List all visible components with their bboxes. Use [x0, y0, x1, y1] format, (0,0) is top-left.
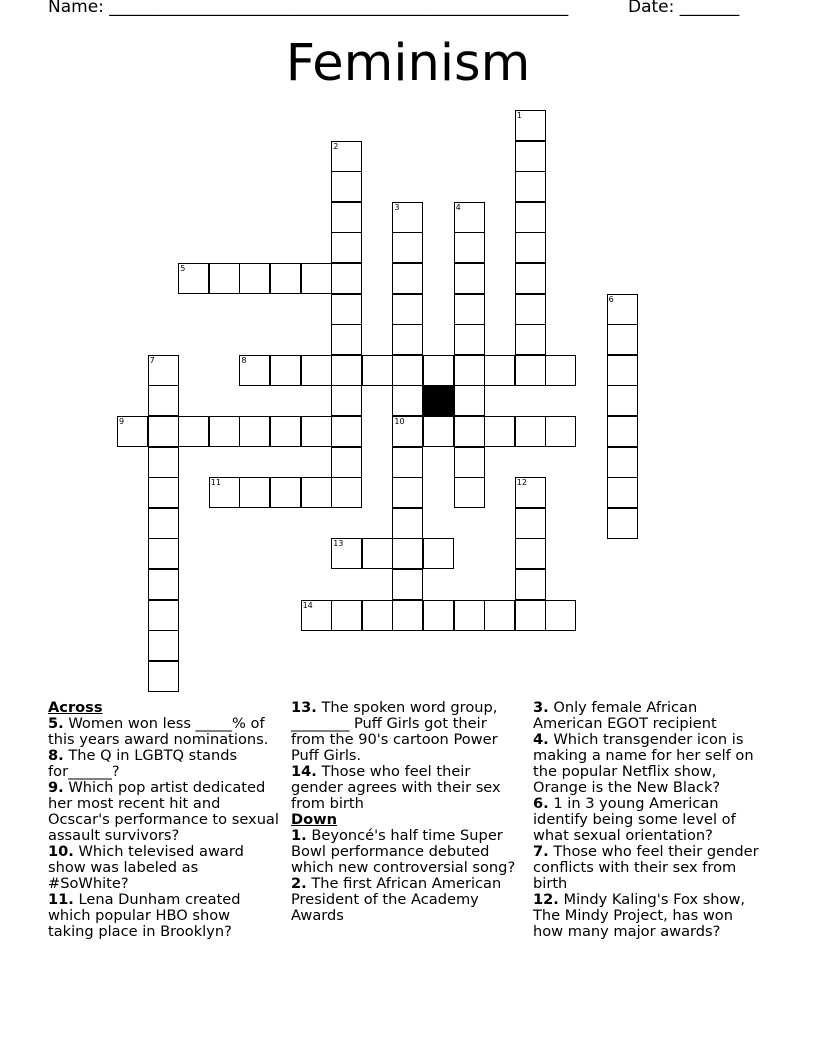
grid-cell[interactable] — [362, 600, 393, 631]
cell-number: 10 — [394, 417, 405, 426]
grid-cell[interactable] — [515, 202, 546, 233]
cell-number: 8 — [241, 355, 247, 365]
clue-item — [48, 716, 280, 748]
grid-cell[interactable] — [270, 477, 301, 508]
grid-cell[interactable] — [423, 600, 454, 631]
grid-cell[interactable] — [607, 324, 638, 355]
grid-cell[interactable] — [392, 324, 423, 355]
grid-cell[interactable] — [392, 538, 423, 569]
grid-cell[interactable] — [239, 355, 270, 386]
grid-cell[interactable] — [117, 416, 148, 447]
grid-cell[interactable] — [607, 477, 638, 508]
grid-cell[interactable] — [423, 355, 454, 386]
grid-cell[interactable] — [454, 324, 485, 355]
grid-cell[interactable] — [484, 355, 515, 386]
down-clue-list — [291, 828, 523, 924]
clue-text: Which televised award show was labeled as #SoWhite? — [48, 843, 244, 892]
cell-number: 11 — [210, 478, 221, 488]
clue-item — [291, 764, 523, 812]
clue-text: The first African American President of the Academy Awards — [291, 875, 502, 924]
grid-cell[interactable] — [392, 477, 423, 508]
clue-number: 11. — [48, 891, 74, 908]
grid-cell[interactable] — [148, 661, 179, 692]
grid-cell[interactable] — [362, 355, 393, 386]
grid-cell[interactable] — [301, 355, 332, 386]
clue-item — [48, 780, 280, 844]
clue-number: 13. — [291, 699, 317, 716]
grid-cell[interactable] — [178, 263, 209, 294]
grid-cell[interactable] — [331, 538, 362, 569]
cell-number: 5 — [180, 264, 186, 273]
grid-cell[interactable] — [515, 263, 546, 294]
grid-cell[interactable] — [515, 110, 546, 141]
clue-item — [48, 844, 280, 892]
grid-cell[interactable] — [392, 600, 423, 631]
clue-number: 2. — [291, 875, 307, 892]
clue-number: 4. — [533, 731, 549, 748]
grid-cell[interactable] — [239, 416, 270, 447]
grid-cell[interactable] — [515, 294, 546, 325]
grid-cell[interactable] — [148, 508, 179, 539]
grid-cell[interactable] — [148, 569, 179, 600]
cell-number: 9 — [119, 417, 125, 426]
clue-text: Lena Dunham created which popular HBO show taking place in Brooklyn? — [48, 891, 241, 940]
clue-text: Which pop artist dedicated her most recent hit and Ocscar's performance to sexual assault survivors? — [48, 779, 279, 844]
grid-cell[interactable] — [607, 447, 638, 478]
grid-cell[interactable] — [301, 477, 332, 508]
cell-number: 12 — [516, 478, 527, 488]
clue-text: The Q in LGBTQ stands for______? — [48, 747, 238, 780]
grid-cell[interactable] — [454, 477, 485, 508]
grid-cell[interactable] — [392, 385, 423, 416]
clue-item — [48, 748, 280, 780]
grid-cell[interactable] — [148, 477, 179, 508]
grid-cell[interactable] — [454, 263, 485, 294]
clue-number: 10. — [48, 843, 74, 860]
cell-number: 1 — [516, 111, 522, 120]
clue-text: Women won less _____% of this years award nominations. — [48, 715, 269, 748]
across-clue-list — [48, 716, 280, 940]
grid-cell[interactable] — [148, 355, 179, 386]
clue-item — [533, 700, 765, 732]
cell-number: 3 — [394, 202, 400, 212]
clue-number: 7. — [533, 843, 549, 860]
grid-cell[interactable] — [331, 600, 362, 631]
date-field-label: Date: _______ — [628, 0, 740, 17]
grid-cell[interactable] — [515, 600, 546, 631]
grid-cell[interactable] — [454, 355, 485, 386]
grid-cell[interactable] — [423, 416, 454, 447]
clue-text: Which transgender icon is making a name for her self on the popular Netflix show, Orange is the New Black? — [533, 731, 754, 796]
clue-text: 1 in 3 young American identify being some level of what sexual orientation? — [533, 795, 736, 844]
cell-number: 6 — [608, 294, 614, 304]
grid-cell[interactable] — [515, 538, 546, 569]
grid-cell[interactable] — [392, 416, 423, 447]
clue-number: 5. — [48, 715, 64, 732]
grid-cell[interactable] — [454, 416, 485, 447]
grid-cell[interactable] — [301, 263, 332, 294]
grid-cell[interactable] — [454, 447, 485, 478]
grid-cell[interactable] — [515, 416, 546, 447]
clue-text: The spoken word group, ________ Puff Girls got their from the 90's cartoon Power Puff Girls. — [291, 699, 498, 764]
grid-cell[interactable] — [148, 538, 179, 569]
clue-item — [533, 796, 765, 844]
grid-cell[interactable] — [454, 232, 485, 263]
clue-item — [533, 892, 765, 940]
cell-number: 7 — [149, 355, 155, 365]
clue-text: Only female African American EGOT recipient — [533, 699, 717, 732]
grid-cell[interactable] — [209, 416, 240, 447]
grid-cell[interactable] — [392, 355, 423, 386]
grid-cell[interactable] — [178, 416, 209, 447]
grid-cell[interactable] — [331, 263, 362, 294]
grid-cell[interactable] — [331, 141, 362, 172]
grid-cell[interactable] — [148, 416, 179, 447]
down-heading: Down — [291, 811, 338, 828]
grid-cell[interactable] — [392, 294, 423, 325]
grid-cell[interactable] — [331, 477, 362, 508]
grid-cell[interactable] — [607, 294, 638, 325]
clue-text: Mindy Kaling's Fox show, The Mindy Project, has won how many major awards? — [533, 891, 746, 940]
grid-cell[interactable] — [515, 324, 546, 355]
grid-cell[interactable] — [331, 202, 362, 233]
cell-number: 4 — [455, 202, 461, 212]
grid-cell[interactable] — [545, 600, 576, 631]
grid-cell[interactable] — [331, 294, 362, 325]
clue-item — [291, 828, 523, 876]
grid-cell[interactable] — [331, 385, 362, 416]
grid-cell[interactable] — [239, 477, 270, 508]
clue-number: 12. — [533, 891, 559, 908]
grid-cell[interactable] — [270, 416, 301, 447]
grid-cell[interactable] — [484, 416, 515, 447]
grid-cell[interactable] — [545, 416, 576, 447]
grid-cell[interactable] — [454, 385, 485, 416]
grid-cell[interactable] — [607, 385, 638, 416]
puzzle-title: Feminism — [285, 34, 531, 93]
cell-number: 14 — [302, 600, 313, 610]
clue-item — [291, 876, 523, 924]
clue-item — [291, 700, 523, 764]
clue-number: 6. — [533, 795, 549, 812]
grid-cell[interactable] — [607, 508, 638, 539]
grid-cell[interactable] — [515, 141, 546, 172]
grid-cell[interactable] — [148, 630, 179, 661]
grid-cell[interactable] — [331, 232, 362, 263]
grid-cell[interactable] — [392, 447, 423, 478]
grid-cell[interactable] — [270, 355, 301, 386]
clue-text: Those who feel their gender conflicts with their sex from birth — [533, 843, 759, 892]
grid-cell[interactable] — [515, 355, 546, 386]
clue-item — [48, 892, 280, 940]
grid-cell[interactable] — [331, 416, 362, 447]
grid-cell[interactable] — [148, 600, 179, 631]
grid-cell[interactable] — [515, 508, 546, 539]
clue-number: 1. — [291, 827, 307, 844]
grid-cell[interactable] — [454, 202, 485, 233]
grid-cell[interactable] — [331, 171, 362, 202]
grid-cell[interactable] — [148, 385, 179, 416]
clues-column-3 — [533, 700, 765, 940]
grid-cell[interactable] — [607, 416, 638, 447]
grid-cell[interactable] — [239, 263, 270, 294]
grid-cell[interactable] — [515, 477, 546, 508]
clue-text: Those who feel their gender agrees with their sex from birth — [291, 763, 501, 812]
clue-number: 3. — [533, 699, 549, 716]
grid-cell[interactable] — [362, 538, 393, 569]
cell-number: 2 — [333, 141, 339, 151]
grid-cell[interactable] — [392, 202, 423, 233]
grid-cell[interactable] — [392, 263, 423, 294]
grid-cell[interactable] — [515, 232, 546, 263]
down-clue-list-cont — [533, 700, 765, 940]
clue-number: 14. — [291, 763, 317, 780]
grid-cell[interactable] — [392, 232, 423, 263]
grid-cell[interactable] — [331, 447, 362, 478]
cell-number: 13 — [333, 539, 344, 549]
grid-cell[interactable] — [454, 294, 485, 325]
clue-item — [533, 732, 765, 796]
clue-text: Beyoncé's half time Super Bowl performance debuted which new controversial song? — [291, 827, 516, 876]
grid-cell[interactable] — [209, 263, 240, 294]
grid-cell[interactable] — [270, 263, 301, 294]
clue-number: 8. — [48, 747, 64, 764]
across-heading: Across — [48, 699, 103, 716]
across-clue-list-cont — [291, 700, 523, 812]
grid-cell[interactable] — [301, 416, 332, 447]
grid-cell[interactable] — [209, 477, 240, 508]
clue-item — [533, 844, 765, 892]
grid-cell[interactable] — [423, 538, 454, 569]
grid-cell[interactable] — [148, 447, 179, 478]
name-field-label: Name: ______________________________________________________ — [48, 0, 569, 17]
clues-column-2 — [291, 700, 523, 924]
grid-cell[interactable] — [454, 600, 485, 631]
grid-cell[interactable] — [515, 171, 546, 202]
grid-cell[interactable] — [301, 600, 332, 631]
grid-cell[interactable] — [392, 508, 423, 539]
grid-cell[interactable] — [331, 324, 362, 355]
clues-column-1 — [48, 700, 280, 940]
grid-cell[interactable] — [392, 569, 423, 600]
grid-cell[interactable] — [331, 355, 362, 386]
grid-cell[interactable] — [545, 355, 576, 386]
grid-cell[interactable] — [515, 569, 546, 600]
clue-number: 9. — [48, 779, 64, 796]
grid-cell[interactable] — [484, 600, 515, 631]
shaded-cell — [423, 385, 454, 416]
grid-cell[interactable] — [607, 355, 638, 386]
